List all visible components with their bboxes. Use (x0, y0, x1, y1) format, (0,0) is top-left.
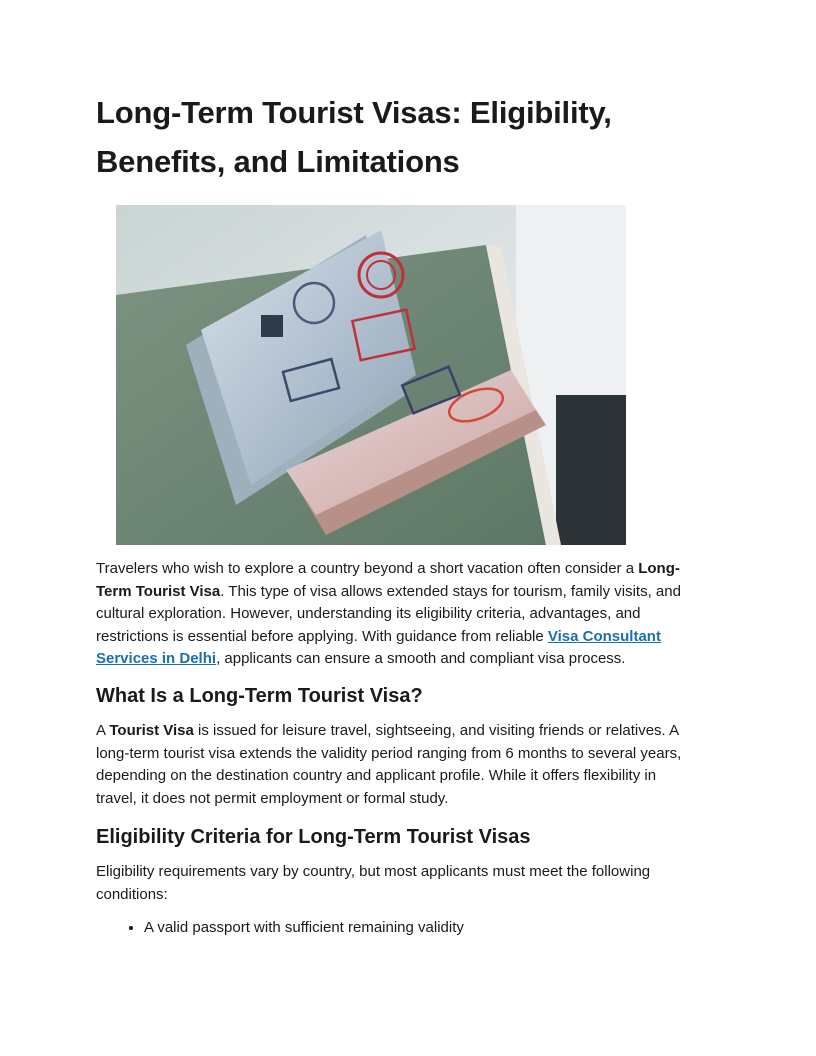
intro-section (96, 558, 701, 671)
title-line-2: Benefits, and Limitations (96, 144, 460, 179)
page-title (96, 88, 716, 186)
intro-text-2: . This type of visa allows extended stays for tourism, family visits, and cultural exploration. However, understanding its eligibility criteria, advantages, and restrictions is essential before applying. With guidance from reliable (96, 582, 681, 645)
list-item: • A valid passport with sufficient remaining validity (144, 917, 701, 940)
section-heading-what-is: What Is a Long-Term Tourist Visa? (96, 685, 423, 707)
section1-text-2: is issued for leisure travel, sightseeing, and visiting friends or relatives. A long-term tourist visa extends the validity period ranging from 6 months to several years, depending on the destination country and applicant profile. While it offers flexibility in travel, it does not permit employment or formal study. (96, 722, 682, 807)
eligibility-list (96, 917, 701, 940)
intro-bold-term: Long-Term Tourist Visa (96, 560, 680, 600)
section-what-is-paragraph (96, 720, 701, 810)
visa-consultant-link[interactable]: Visa Consultant Services in Delhi (96, 627, 661, 668)
eligibility-paragraph: Eligibility requirements vary by country, but most applicants must meet the following conditions: (96, 863, 651, 903)
intro-text-3: , applicants can ensure a smooth and compliant visa process. (216, 650, 626, 668)
passport-photo (116, 205, 626, 545)
intro-text-1: Travelers who wish to explore a country beyond a short vacation often consider a (96, 560, 639, 577)
section-what-is (96, 682, 701, 810)
title-line-1: Long-Term Tourist Visas: Eligibility, (96, 95, 612, 130)
section-eligibility (96, 823, 701, 940)
section1-bold-term: Tourist Visa (109, 722, 194, 739)
section-heading-eligibility: Eligibility Criteria for Long-Term Tourist Visas (96, 826, 531, 848)
article-header (96, 88, 716, 186)
section1-text-1: A (96, 722, 110, 739)
intro-paragraph (96, 558, 701, 671)
passport-illustration (116, 205, 626, 545)
